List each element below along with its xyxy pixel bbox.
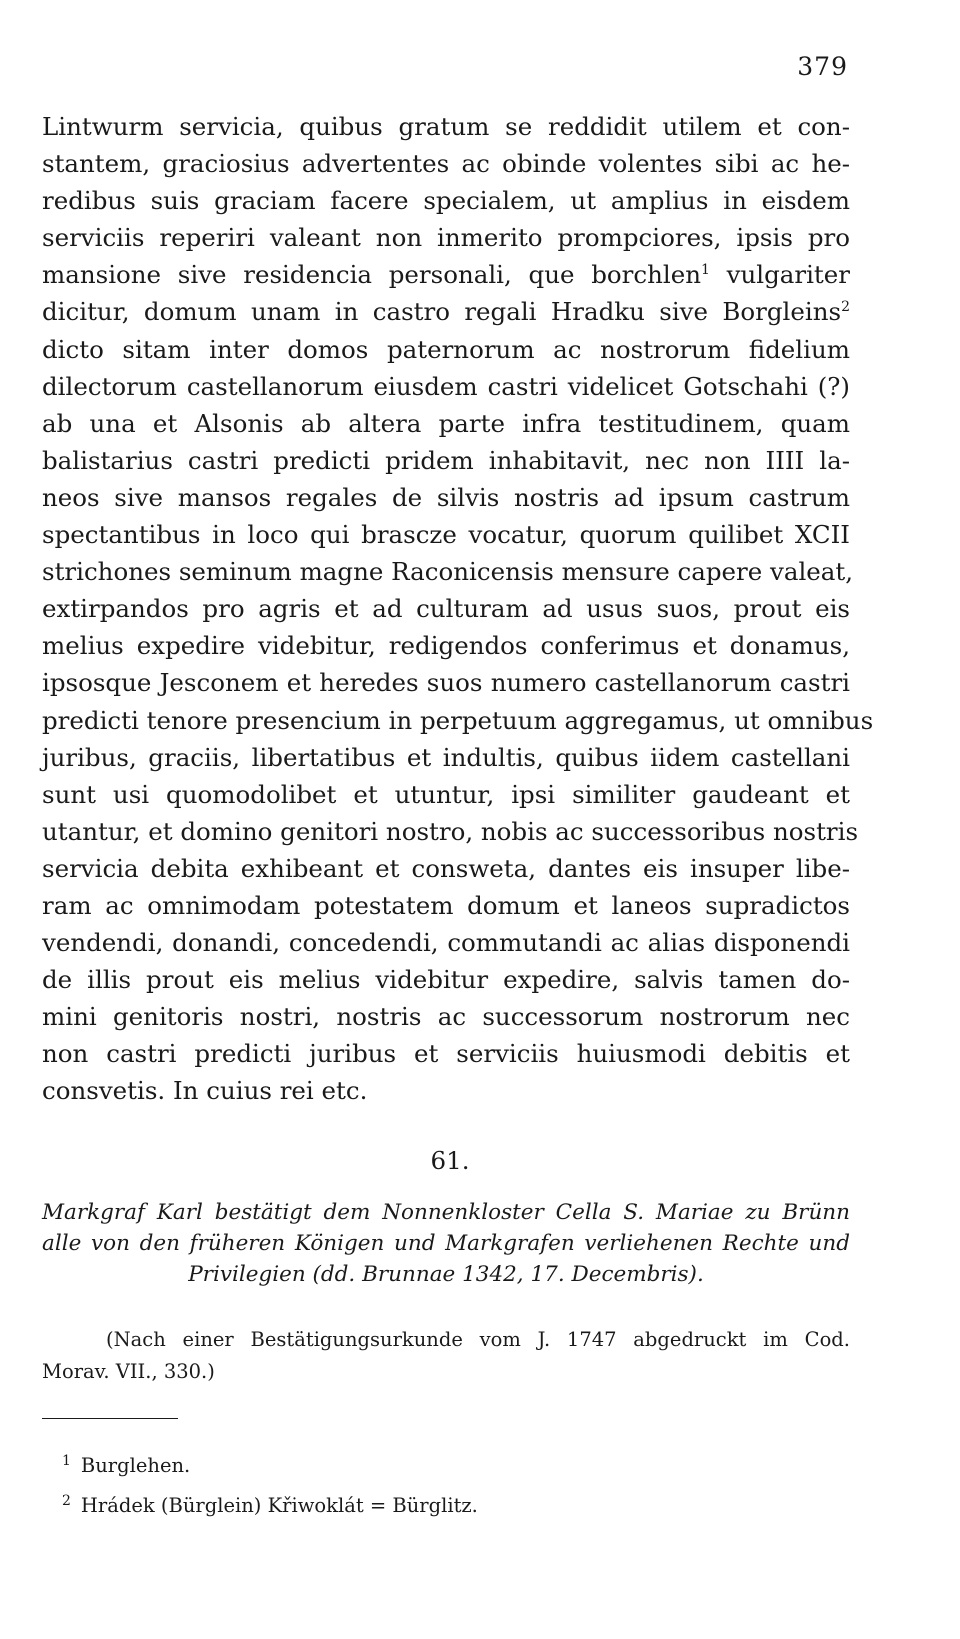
text-line: ipsosque Jesconem et heredes suos numero castellanorum castri	[42, 668, 850, 698]
footnote-mark: 2	[62, 1492, 71, 1509]
text-line: strichones seminum magne Raconicensis mensure capere valeat,	[42, 557, 854, 587]
text-line: mansione sive residencia personali, que borchlen$^1$ vulgariter	[42, 260, 850, 290]
text-line: consvetis. In cuius rei etc.	[42, 1076, 368, 1106]
footnote	[62, 1486, 842, 1526]
summary-line: Privilegien (dd. Brunnae 1342, 17. Decembris).	[188, 1262, 704, 1287]
main-text	[42, 108, 874, 1110]
source-note	[42, 1324, 850, 1388]
footnote-mark: 1	[62, 1452, 71, 1469]
text-line: sunt usi quomodolibet et utuntur, ipsi similiter gaudeant et	[42, 779, 850, 809]
text-line: extirpandos pro agris et ad culturam ad usus suos, prout eis	[42, 594, 850, 624]
text-line: dicitur, domum unam in castro regali Hradku sive Borgleins$^2$	[42, 297, 850, 327]
text-line: neos sive mansos regales de silvis nostris ad ipsum castrum	[42, 482, 850, 512]
text-line: dilectorum castellanorum eiusdem castri videlicet Gotschahi (?)	[42, 371, 850, 401]
text-line: ab una et Alsonis ab altera parte infra testitudinem, quam	[42, 408, 850, 438]
text-line: melius expedire videbitur, redigendos conferimus et donamus,	[42, 631, 850, 661]
text-line: balistarius castri predicti pridem inhabitavit, nec non IIII la-	[42, 445, 850, 475]
footnote-ref: 1	[700, 262, 710, 279]
footnote-divider	[42, 1418, 178, 1419]
text-line: Lintwurm servicia, quibus gratum se reddidit utilem et con-	[42, 112, 850, 141]
source-line: (Nach einer Bestätigungsurkunde vom J. 1747 abgedruckt im Cod.	[106, 1328, 850, 1351]
footnote-text: Hrádek (Bürglein) Křiwoklát = Bürglitz.	[80, 1494, 478, 1517]
text-line: vendendi, donandi, concedendi, commutandi ac alias disponendi	[42, 928, 850, 958]
text-line: stantem, graciosius advertentes ac obinde volentes sibi ac he-	[42, 149, 850, 179]
footnote-text: Burglehen.	[80, 1454, 191, 1477]
text-line: dicto sitam inter domos paternorum ac nostrorum fidelium	[42, 334, 850, 364]
text-line: ram ac omnimodam potestatem domum et laneos supradictos	[42, 890, 850, 920]
summary-line: Markgraf Karl bestätigt dem Nonnenkloster Cella S. Mariae zu Brünn	[42, 1200, 850, 1225]
text-line: servicia debita exhibeant et consweta, dantes eis insuper libe-	[42, 853, 850, 883]
text-line: utantur, et domino genitori nostro, nobis ac successoribus nostris	[42, 816, 859, 846]
document-number: 61.	[430, 1146, 470, 1175]
text-line: redibus suis graciam facere specialem, ut amplius in eisdem	[42, 186, 850, 216]
document-summary	[42, 1197, 850, 1290]
source-line: Morav. VII., 330.)	[42, 1360, 215, 1383]
text-line: de illis prout eis melius videbitur expedire, salvis tamen do-	[42, 965, 850, 995]
text-line: serviciis reperiri valeant non inmerito prompciores, ipsis pro	[42, 223, 850, 253]
footnote-ref: 2	[841, 299, 850, 316]
footnotes	[62, 1446, 842, 1526]
text-line: mini genitoris nostri, nostris ac successorum nostrorum nec	[42, 1002, 850, 1032]
page-number: 379	[797, 52, 848, 81]
text-line: juribus, graciis, libertatibus et indultis, quibus iidem castellani	[42, 742, 850, 772]
footnote	[62, 1446, 842, 1486]
text-line: non castri predicti juribus et serviciis huiusmodi debitis et	[42, 1039, 850, 1069]
summary-line: alle von den früheren Königen und Markgrafen verliehenen Rechte und	[42, 1231, 850, 1256]
text-line: predicti tenore presencium in perpetuum aggregamus, ut omnibus	[42, 705, 874, 735]
text-line: spectantibus in loco qui brascze vocatur, quorum quilibet XCII	[42, 520, 850, 550]
